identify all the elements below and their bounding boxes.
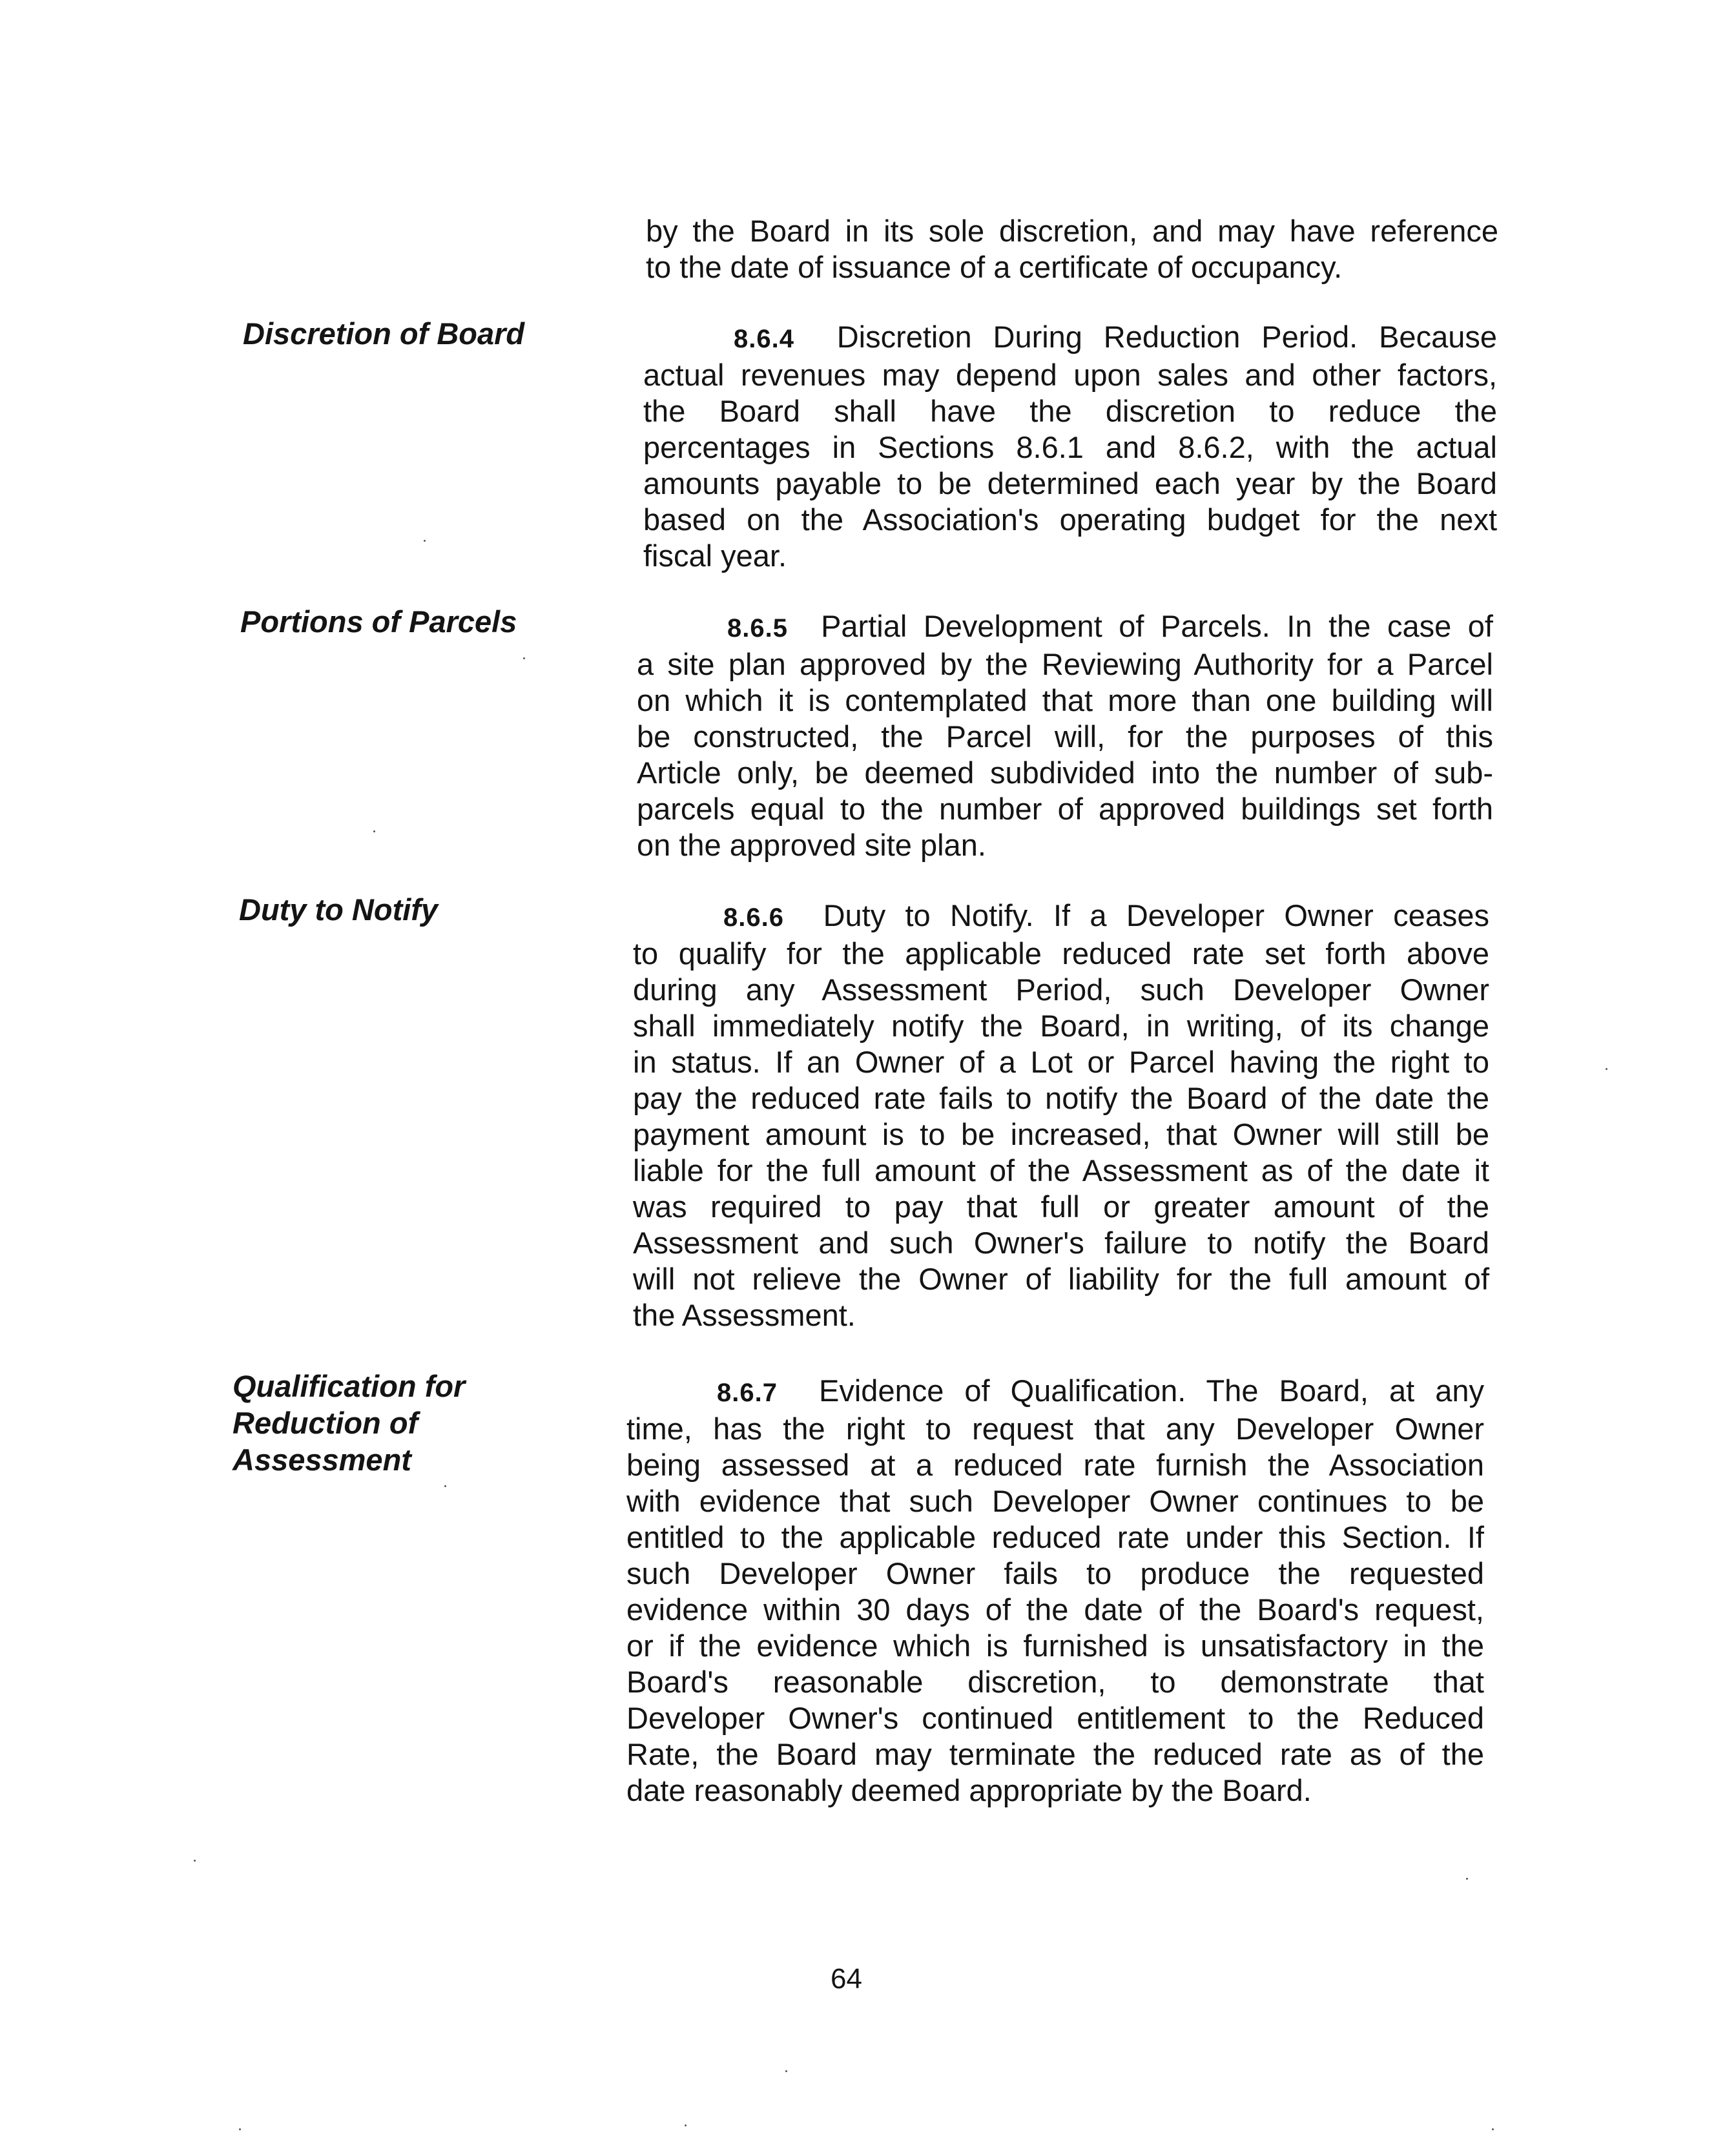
paragraph-line: will not relieve the Owner of liability for the full amount of — [633, 1262, 1489, 1296]
margin-heading-line: Portions of Parcels — [240, 604, 517, 639]
paragraph-line: payment amount is to be increased, that Owner will still be — [633, 1117, 1489, 1151]
section-8-6-6-paragraph — [633, 898, 1489, 1333]
section-number: 8.6.5 — [727, 614, 788, 643]
paragraph-line: such Developer Owner fails to produce the requested — [626, 1556, 1484, 1590]
paragraph-first-line — [626, 1373, 1484, 1411]
margin-heading-portions-of-parcels — [240, 603, 517, 640]
margin-heading-line: Assessment — [232, 1443, 411, 1477]
scan-speck — [685, 2124, 687, 2126]
paragraph-line: Article only, be deemed subdivided into the number of sub- — [637, 756, 1493, 790]
section-8-6-7-paragraph — [626, 1373, 1484, 1809]
section-number: 8.6.4 — [734, 325, 794, 353]
section-8-6-5-paragraph — [637, 608, 1493, 863]
paragraph-line: a site plan approved by the Reviewing Authority for a Parcel — [637, 647, 1493, 681]
scan-speck — [785, 2070, 787, 2072]
paragraph-line: parcels equal to the number of approved buildings set forth — [637, 792, 1493, 826]
paragraph-line: percentages in Sections 8.6.1 and 8.6.2, with the actual — [643, 430, 1497, 464]
scan-speck — [373, 830, 375, 832]
section-title-text: Evidence of Qualification. The Board, at any — [819, 1373, 1484, 1408]
paragraph-line: to qualify for the applicable reduced rate set forth above — [633, 936, 1489, 971]
margin-heading-line: Duty to Notify — [239, 892, 439, 927]
paragraph-line: in status. If an Owner of a Lot or Parcel having the right to — [633, 1045, 1489, 1079]
paragraph-line: fiscal year. — [643, 539, 787, 573]
paragraph-first-line — [637, 608, 1493, 646]
section-title-text: Partial Development of Parcels. In the case of — [821, 609, 1493, 643]
margin-heading-duty-to-notify — [239, 891, 438, 928]
section-number: 8.6.6 — [723, 903, 784, 932]
paragraph-line: on the approved site plan. — [637, 828, 986, 862]
paragraph-line: during any Assessment Period, such Developer Owner — [633, 972, 1489, 1007]
paragraph-line: liable for the full amount of the Assessment as of the date it — [633, 1153, 1489, 1188]
paragraph-line: amounts payable to be determined each year by the Board — [643, 466, 1497, 500]
paragraph-line: evidence within 30 days of the date of the Board's request, — [626, 1592, 1484, 1627]
paragraph-line: Developer Owner's continued entitlement to the Reduced — [626, 1701, 1484, 1735]
margin-heading-line: Discretion of Board — [243, 316, 525, 351]
paragraph-line: Rate, the Board may terminate the reduced rate as of the — [626, 1737, 1484, 1771]
paragraph-line: actual revenues may depend upon sales and other factors, — [643, 358, 1497, 392]
paragraph-first-line — [633, 898, 1489, 936]
paragraph-line: the Board shall have the discretion to reduce the — [643, 394, 1497, 428]
scan-speck — [239, 2128, 241, 2130]
section-title-text: Discretion During Reduction Period. Because — [836, 320, 1497, 354]
intro-line: by the Board in its sole discretion, and may have reference — [646, 214, 1498, 248]
paragraph-first-line — [643, 319, 1497, 357]
paragraph-line: shall immediately notify the Board, in writing, of its change — [633, 1009, 1489, 1043]
paragraph-line: date reasonably deemed appropriate by the Board. — [626, 1773, 1312, 1807]
paragraph-line: entitled to the applicable reduced rate under this Section. If — [626, 1520, 1484, 1554]
page-number: 64 — [831, 1963, 862, 1995]
scan-speck — [1466, 1878, 1468, 1880]
margin-heading-discretion-of-board — [243, 315, 524, 352]
paragraph-line: Board's reasonable discretion, to demonstrate that — [626, 1665, 1484, 1699]
paragraph-line: the Assessment. — [633, 1298, 856, 1332]
paragraph-line: time, has the right to request that any Developer Owner — [626, 1412, 1484, 1446]
intro-line: to the date of issuance of a certificate of occupancy. — [646, 250, 1343, 284]
margin-heading-line: Qualification for — [232, 1369, 466, 1403]
paragraph-line: based on the Association's operating budget for the next — [643, 502, 1497, 537]
paragraph-line: Assessment and such Owner's failure to notify the Board — [633, 1226, 1489, 1260]
paragraph-line: be constructed, the Parcel will, for the purposes of this — [637, 719, 1493, 754]
scan-speck — [1492, 2128, 1494, 2130]
paragraph-line: or if the evidence which is furnished is unsatisfactory in the — [626, 1629, 1484, 1663]
scan-speck — [424, 540, 426, 542]
section-number: 8.6.7 — [717, 1379, 778, 1407]
paragraph-line: with evidence that such Developer Owner continues to be — [626, 1484, 1484, 1518]
paragraph-line: was required to pay that full or greater amount of the — [633, 1189, 1489, 1224]
paragraph-line: pay the reduced rate fails to notify the Board of the date the — [633, 1081, 1489, 1115]
section-8-6-4-paragraph — [643, 319, 1497, 574]
scan-speck — [444, 1485, 446, 1487]
margin-heading-line: Reduction of — [232, 1406, 418, 1440]
scan-speck — [194, 1860, 196, 1862]
paragraph-line: on which it is contemplated that more than one building will — [637, 683, 1493, 717]
margin-heading-qualification-for-reduction — [232, 1368, 465, 1478]
scan-speck — [1606, 1068, 1607, 1070]
paragraph-line: being assessed at a reduced rate furnish the Association — [626, 1448, 1484, 1482]
section-title-text: Duty to Notify. If a Developer Owner ceases — [823, 898, 1489, 932]
intro-paragraph — [646, 213, 1498, 285]
scan-speck — [523, 657, 525, 659]
